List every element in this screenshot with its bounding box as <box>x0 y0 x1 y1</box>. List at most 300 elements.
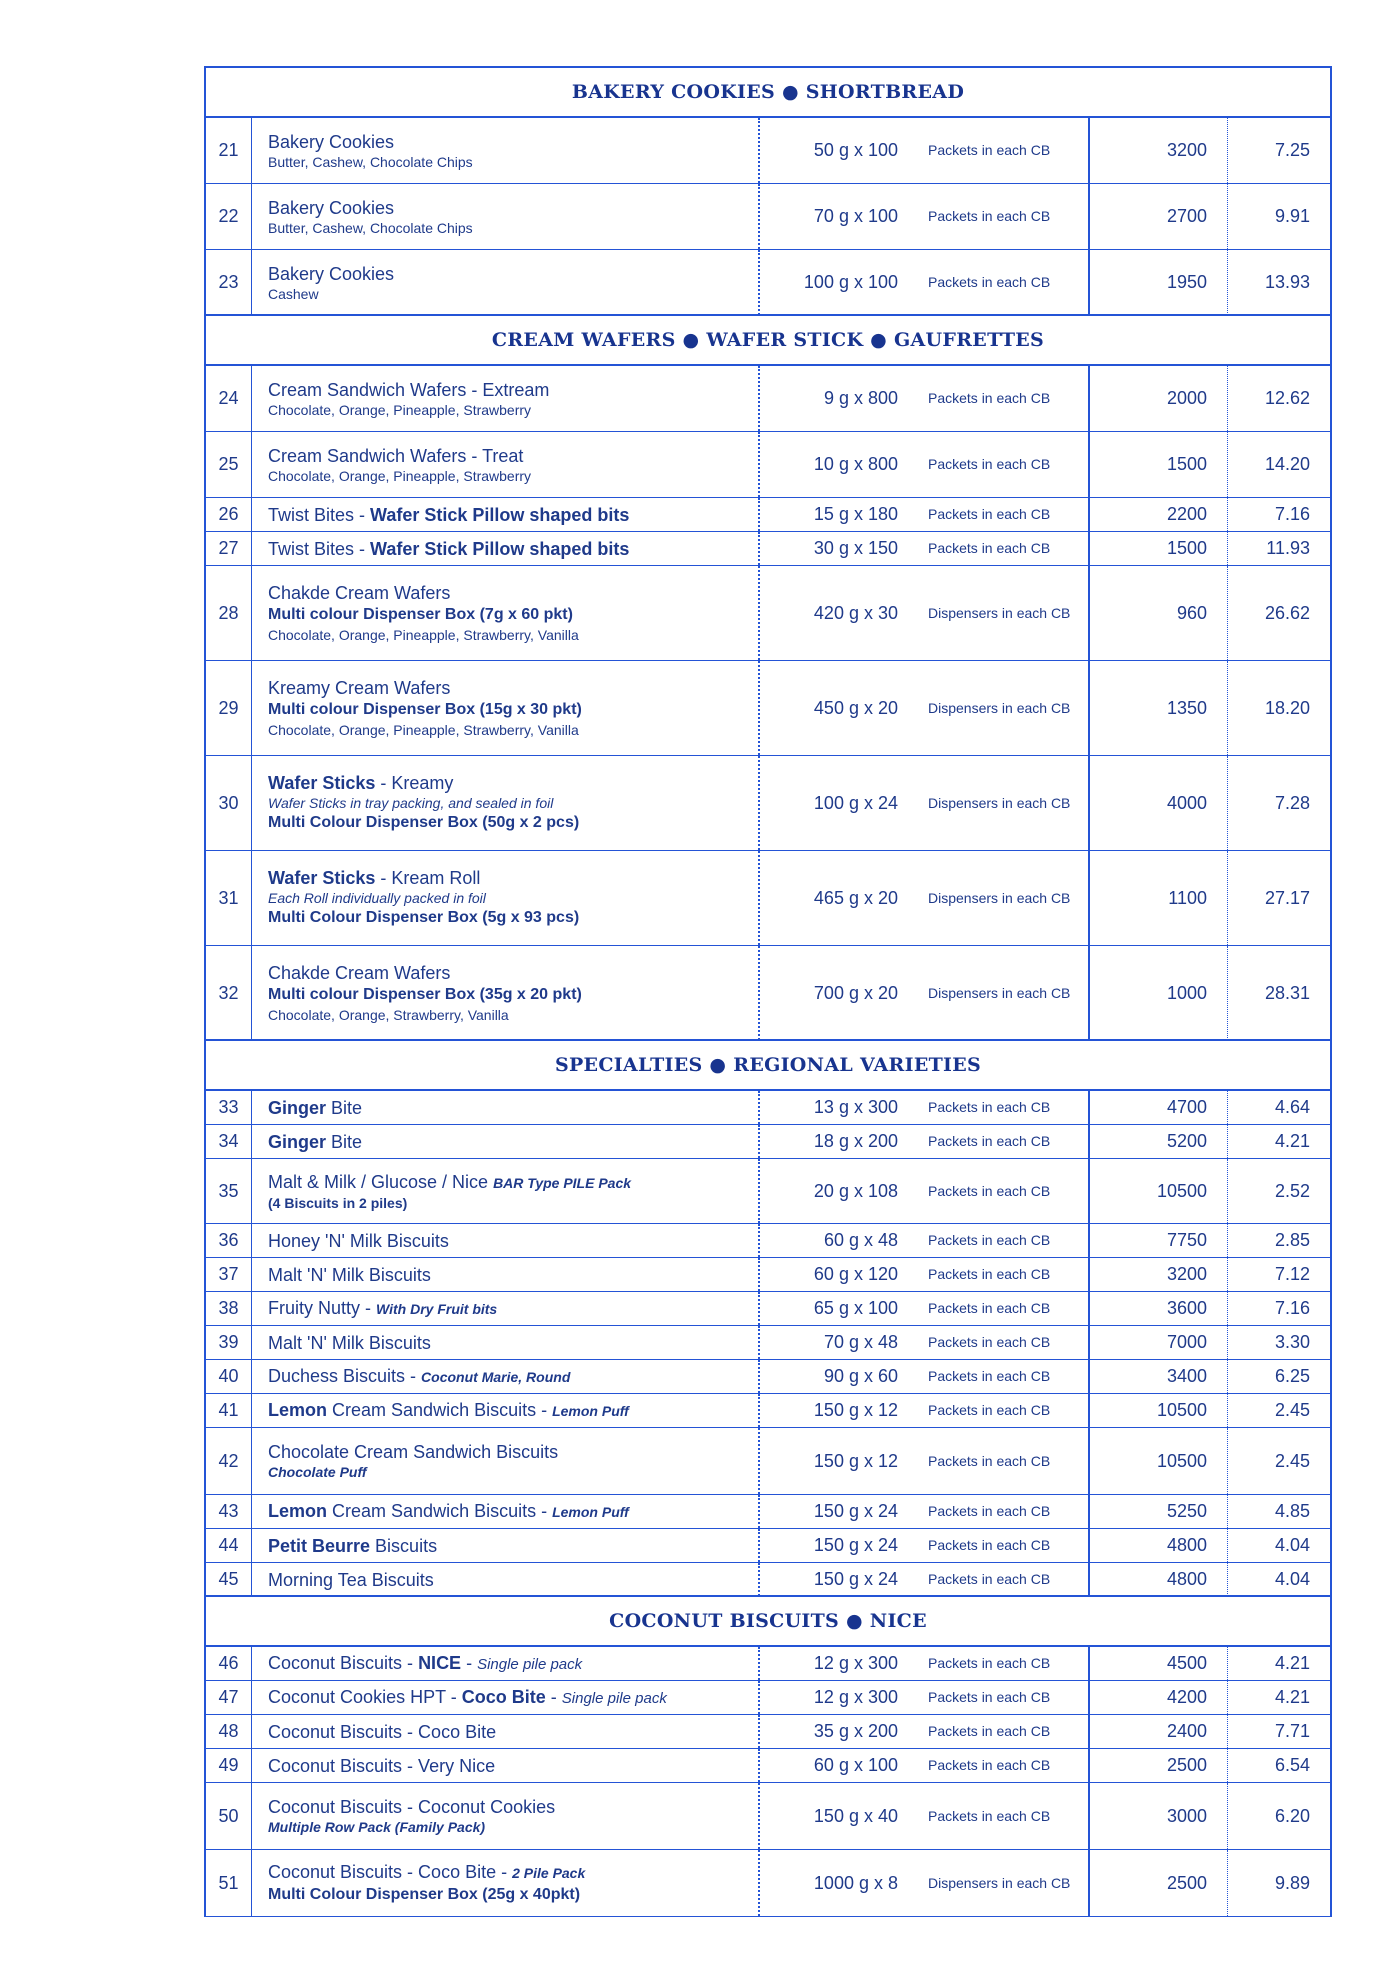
quantity: 10500 <box>1090 1159 1228 1223</box>
item-description <box>252 1360 760 1393</box>
item-description <box>252 1850 760 1916</box>
product-name-part: - <box>545 1686 562 1707</box>
pack-weight: 420 g x 30 <box>813 602 898 623</box>
pack-size <box>760 1224 1090 1257</box>
product-name <box>268 677 758 699</box>
product-name-part: Duchess Biscuits - <box>268 1366 422 1386</box>
pack-size <box>760 1091 1090 1124</box>
product-name-part: Twist Bites - <box>268 538 371 559</box>
pack-weight: 10 g x 800 <box>813 454 898 474</box>
pack-weight: 60 g x 48 <box>823 1230 898 1250</box>
price: 6.54 <box>1274 1755 1310 1775</box>
price: 7.16 <box>1274 1298 1310 1318</box>
table-row <box>206 1783 1330 1850</box>
product-name-part: - Kream Roll <box>375 868 481 888</box>
pack-unit: Packets in each CB <box>928 1099 1051 1115</box>
table-row <box>206 1360 1330 1394</box>
product-name <box>268 1365 758 1388</box>
pack-weight: 13 g x 300 <box>813 1097 898 1117</box>
product-name-part: Bakery Cookies <box>268 131 395 152</box>
pack-unit: Packets in each CB <box>928 456 1051 472</box>
product-name-part: Coconut Biscuits - Coco Bite - <box>268 1861 513 1882</box>
item-number: 29 <box>206 661 252 755</box>
item-description <box>252 532 760 565</box>
product-name-part: Lemon Puff <box>552 1403 629 1419</box>
item-description <box>252 1292 760 1325</box>
pack-unit: Dispensers in each CB <box>928 604 1071 621</box>
price-list-table <box>204 66 1332 1917</box>
product-name-part: Coconut Biscuits - <box>268 1652 419 1673</box>
pack-size <box>760 1715 1090 1748</box>
section-header: SPECIALTIES ● REGIONAL VARIETIES <box>206 1039 1330 1091</box>
pack-size <box>760 1529 1090 1562</box>
pack-size <box>760 1326 1090 1359</box>
price: 7.12 <box>1274 1264 1310 1284</box>
table-row <box>206 1850 1330 1917</box>
product-name <box>268 445 758 467</box>
item-description <box>252 1394 760 1427</box>
pack-weight: 100 g x 100 <box>803 272 898 292</box>
pack-weight: 18 g x 200 <box>813 1131 898 1151</box>
table-row <box>206 1681 1330 1715</box>
pack-size <box>760 1647 1090 1680</box>
pack-weight: 30 g x 150 <box>813 538 898 558</box>
quantity: 960 <box>1090 566 1228 660</box>
pack-unit: Packets in each CB <box>928 1133 1051 1149</box>
item-description <box>252 1495 760 1528</box>
product-name <box>268 1332 758 1354</box>
packing-note: Each Roll individually packed in foil <box>268 890 486 906</box>
product-name-part: 2 Pile Pack <box>512 1864 586 1881</box>
product-name-part: Coconut Marie, Round <box>421 1369 571 1385</box>
quantity: 4700 <box>1090 1091 1228 1124</box>
pack-unit: Dispensers in each CB <box>928 794 1071 811</box>
product-name <box>268 1500 758 1523</box>
price: 6.25 <box>1274 1366 1310 1386</box>
pack-weight: 12 g x 300 <box>813 1687 898 1707</box>
product-name <box>268 1686 758 1710</box>
item-description <box>252 756 760 850</box>
pack-size <box>760 250 1090 315</box>
flavours: Chocolate, Orange, Pineapple, Strawberry, Vanilla <box>268 627 579 643</box>
pack-unit: Packets in each CB <box>928 506 1051 522</box>
price: 9.91 <box>1274 206 1310 226</box>
flavours: Chocolate, Orange, Pineapple, Strawberry <box>268 401 532 418</box>
pack-weight: 100 g x 24 <box>813 792 898 813</box>
product-name <box>268 1441 758 1463</box>
table-row <box>206 1292 1330 1326</box>
pack-unit: Packets in each CB <box>928 1334 1051 1350</box>
item-description <box>252 1749 760 1782</box>
product-name-part: Fruity Nutty - <box>268 1298 377 1318</box>
pack-unit: Dispensers in each CB <box>928 984 1071 1001</box>
item-description <box>252 661 760 755</box>
product-name <box>268 379 758 401</box>
table-row <box>206 1749 1330 1783</box>
pack-unit: Packets in each CB <box>928 1232 1051 1248</box>
pack-unit: Packets in each CB <box>928 1402 1051 1418</box>
pack-weight: 700 g x 20 <box>813 982 898 1003</box>
table-row <box>206 1394 1330 1428</box>
quantity: 2400 <box>1090 1715 1228 1748</box>
pack-size <box>760 1394 1090 1427</box>
product-name-part: BAR Type PILE Pack <box>493 1174 632 1191</box>
product-name <box>268 582 758 604</box>
table-row <box>206 1224 1330 1258</box>
pack-weight: 90 g x 60 <box>823 1366 898 1386</box>
price: 26.62 <box>1264 602 1310 623</box>
product-name-part: Single pile pack <box>477 1655 583 1673</box>
product-name <box>268 1861 758 1884</box>
pack-unit: Packets in each CB <box>928 1655 1051 1671</box>
product-name <box>268 263 758 285</box>
item-number: 40 <box>206 1360 252 1393</box>
price: 14.20 <box>1264 454 1310 474</box>
table-row <box>206 1715 1330 1749</box>
pack-size <box>760 1681 1090 1714</box>
quantity: 4200 <box>1090 1681 1228 1714</box>
table-row <box>206 118 1330 184</box>
product-name-part: Bite <box>326 1097 363 1118</box>
quantity: 5250 <box>1090 1495 1228 1528</box>
table-row <box>206 1091 1330 1125</box>
quantity: 10500 <box>1090 1394 1228 1427</box>
flavours: Chocolate, Orange, Pineapple, Strawberry, Vanilla <box>268 722 579 738</box>
table-row <box>206 184 1330 250</box>
table-row <box>206 566 1330 661</box>
pack-weight: 65 g x 100 <box>813 1298 898 1318</box>
item-description <box>252 1326 760 1359</box>
dispenser-box-info: Multi Colour Dispenser Box (25g x 40pkt) <box>268 1885 581 1903</box>
product-name <box>268 197 758 219</box>
quantity: 2700 <box>1090 184 1228 249</box>
product-name-part: Biscuits <box>370 1535 438 1556</box>
product-name-part: Ginger <box>268 1131 327 1152</box>
price: 3.30 <box>1274 1332 1310 1352</box>
item-number: 44 <box>206 1529 252 1562</box>
table-row <box>206 756 1330 851</box>
product-name-part: Malt & Milk / Glucose / Nice <box>268 1171 494 1192</box>
table-row <box>206 1563 1330 1597</box>
product-name-part: Lemon Puff <box>552 1504 629 1520</box>
pack-weight: 150 g x 40 <box>813 1805 898 1826</box>
quantity: 1100 <box>1090 851 1228 945</box>
pack-unit: Packets in each CB <box>928 1266 1051 1282</box>
product-name-part: Petit Beurre <box>268 1535 371 1556</box>
pack-detail: (4 Biscuits in 2 piles) <box>268 1194 408 1211</box>
pack-unit: Dispensers in each CB <box>928 699 1071 716</box>
pack-unit: Packets in each CB <box>928 390 1051 406</box>
price: 7.16 <box>1274 504 1310 524</box>
product-name <box>268 131 758 153</box>
pack-size <box>760 432 1090 497</box>
pack-size <box>760 1125 1090 1158</box>
quantity: 2500 <box>1090 1749 1228 1782</box>
item-number: 48 <box>206 1715 252 1748</box>
product-name-part: Wafer Sticks <box>268 868 376 888</box>
pack-weight: 465 g x 20 <box>813 887 898 908</box>
item-description <box>252 1715 760 1748</box>
price: 6.20 <box>1274 1805 1310 1826</box>
item-number: 38 <box>206 1292 252 1325</box>
pack-size <box>760 118 1090 183</box>
product-name-part: Bite <box>326 1131 363 1152</box>
price: 28.31 <box>1264 982 1310 1003</box>
price: 4.64 <box>1274 1097 1310 1117</box>
item-number: 34 <box>206 1125 252 1158</box>
item-number: 36 <box>206 1224 252 1257</box>
product-name <box>268 1230 758 1252</box>
quantity: 1500 <box>1090 432 1228 497</box>
pack-unit: Packets in each CB <box>928 1452 1051 1469</box>
quantity: 2000 <box>1090 366 1228 431</box>
table-row <box>206 946 1330 1041</box>
item-description <box>252 1783 760 1849</box>
pack-weight: 35 g x 200 <box>813 1721 898 1741</box>
product-name <box>268 1721 758 1743</box>
flavours: Butter, Cashew, Chocolate Chips <box>268 153 473 170</box>
product-name-part: Coco Bite <box>461 1686 546 1707</box>
pack-weight: 150 g x 12 <box>813 1400 898 1420</box>
table-row <box>206 1258 1330 1292</box>
item-number: 28 <box>206 566 252 660</box>
item-description <box>252 1529 760 1562</box>
flavours: Chocolate, Orange, Strawberry, Vanilla <box>268 1007 509 1023</box>
product-name-part: Chakde Cream Wafers <box>268 583 451 603</box>
dispenser-box-info: Multi colour Dispenser Box (7g x 60 pkt) <box>268 606 573 623</box>
item-number: 45 <box>206 1563 252 1596</box>
pack-unit: Packets in each CB <box>928 1537 1051 1553</box>
variant-name: Chocolate Puff <box>268 1464 367 1480</box>
item-description <box>252 366 760 431</box>
price: 2.85 <box>1274 1230 1310 1250</box>
pack-size <box>760 1292 1090 1325</box>
pack-unit: Packets in each CB <box>928 1757 1051 1773</box>
product-name <box>268 1755 758 1777</box>
item-number: 50 <box>206 1783 252 1849</box>
product-name-part: Lemon <box>268 1400 328 1420</box>
quantity: 3400 <box>1090 1360 1228 1393</box>
item-description <box>252 432 760 497</box>
product-name-part: Wafer Stick Pillow shaped bits <box>370 538 630 559</box>
pack-unit: Packets in each CB <box>928 1807 1051 1824</box>
table-row <box>206 661 1330 756</box>
product-name-part: Wafer Stick Pillow shaped bits <box>370 504 630 525</box>
product-name-part: Coconut Biscuits - Coco Bite <box>268 1721 497 1742</box>
quantity: 3200 <box>1090 118 1228 183</box>
quantity: 3600 <box>1090 1292 1228 1325</box>
pack-weight: 150 g x 24 <box>813 1535 898 1555</box>
product-name-part: Coconut Cookies HPT - <box>268 1686 462 1707</box>
pack-weight: 70 g x 100 <box>813 206 898 226</box>
item-number: 42 <box>206 1428 252 1494</box>
pack-weight: 20 g x 108 <box>813 1180 898 1201</box>
flavours: Chocolate, Orange, Pineapple, Strawberry <box>268 467 532 484</box>
pack-unit: Packets in each CB <box>928 274 1051 290</box>
pack-size <box>760 851 1090 945</box>
product-name-part: Cream Sandwich Wafers - Extream <box>268 379 550 400</box>
product-name-part: Cream Sandwich Biscuits - <box>327 1400 553 1420</box>
item-number: 37 <box>206 1258 252 1291</box>
product-name <box>268 1796 758 1818</box>
table-row <box>206 1529 1330 1563</box>
price: 9.89 <box>1274 1872 1310 1893</box>
product-name-part: Cream Sandwich Biscuits - <box>327 1501 553 1521</box>
price: 13.93 <box>1264 272 1310 292</box>
pack-size <box>760 366 1090 431</box>
product-name-part: Malt 'N' Milk Biscuits <box>268 1264 431 1285</box>
item-description <box>252 851 760 945</box>
product-name <box>268 1097 758 1119</box>
product-name <box>268 1652 758 1676</box>
price: 2.45 <box>1274 1450 1310 1471</box>
pack-size <box>760 532 1090 565</box>
table-row <box>206 432 1330 498</box>
price: 4.21 <box>1274 1687 1310 1707</box>
pack-size <box>760 1850 1090 1916</box>
section-header: CREAM WAFERS ● WAFER STICK ● GAUFRETTES <box>206 314 1330 366</box>
quantity: 1000 <box>1090 946 1228 1040</box>
product-name <box>268 1264 758 1286</box>
item-description <box>252 1125 760 1158</box>
quantity: 1950 <box>1090 250 1228 315</box>
pack-weight: 150 g x 24 <box>813 1501 898 1521</box>
quantity: 4800 <box>1090 1529 1228 1562</box>
pack-weight: 15 g x 180 <box>813 504 898 524</box>
quantity: 2500 <box>1090 1850 1228 1916</box>
item-number: 35 <box>206 1159 252 1223</box>
item-description <box>252 1428 760 1494</box>
price: 7.28 <box>1274 792 1310 813</box>
table-row <box>206 366 1330 432</box>
product-name-part: Lemon <box>268 1501 328 1521</box>
item-number: 33 <box>206 1091 252 1124</box>
product-name-part: Wafer Sticks <box>268 773 376 793</box>
product-name-part: Bakery Cookies <box>268 263 395 284</box>
pack-unit: Dispensers in each CB <box>928 889 1071 906</box>
quantity: 4000 <box>1090 756 1228 850</box>
product-name <box>268 772 758 794</box>
item-number: 32 <box>206 946 252 1040</box>
product-name-part: With Dry Fruit bits <box>376 1301 498 1317</box>
item-description <box>252 1647 760 1680</box>
item-number: 22 <box>206 184 252 249</box>
price: 27.17 <box>1264 887 1310 908</box>
item-description <box>252 1258 760 1291</box>
pack-size <box>760 566 1090 660</box>
flavours: Cashew <box>268 285 319 302</box>
pack-unit: Packets in each CB <box>928 1182 1051 1199</box>
product-name-part: NICE <box>418 1652 462 1673</box>
quantity: 2200 <box>1090 498 1228 531</box>
item-number: 31 <box>206 851 252 945</box>
pack-weight: 60 g x 100 <box>813 1755 898 1775</box>
quantity: 3200 <box>1090 1258 1228 1291</box>
quantity: 4500 <box>1090 1647 1228 1680</box>
price: 12.62 <box>1264 388 1310 408</box>
pack-unit: Packets in each CB <box>928 1503 1051 1519</box>
item-number: 27 <box>206 532 252 565</box>
pack-unit: Packets in each CB <box>928 1368 1051 1384</box>
item-number: 30 <box>206 756 252 850</box>
pack-size <box>760 946 1090 1040</box>
table-row <box>206 1125 1330 1159</box>
product-name-part: - Kreamy <box>375 773 454 793</box>
item-description <box>252 1681 760 1714</box>
item-number: 25 <box>206 432 252 497</box>
pack-weight: 1000 g x 8 <box>813 1872 898 1893</box>
product-name <box>268 962 758 984</box>
pack-weight: 9 g x 800 <box>823 388 898 408</box>
quantity: 1350 <box>1090 661 1228 755</box>
product-name-part: Chakde Cream Wafers <box>268 963 451 983</box>
pack-size <box>760 756 1090 850</box>
table-row <box>206 250 1330 316</box>
section-header: COCONUT BISCUITS ● NICE <box>206 1595 1330 1647</box>
table-row <box>206 851 1330 946</box>
price: 4.85 <box>1274 1501 1310 1521</box>
pack-unit: Packets in each CB <box>928 1723 1051 1739</box>
quantity: 4800 <box>1090 1563 1228 1596</box>
item-description <box>252 1091 760 1124</box>
price: 4.21 <box>1274 1653 1310 1673</box>
product-name-part: Chocolate Cream Sandwich Biscuits <box>268 1442 559 1462</box>
price: 2.45 <box>1274 1400 1310 1420</box>
pack-size <box>760 1428 1090 1494</box>
item-number: 41 <box>206 1394 252 1427</box>
product-name <box>268 1399 758 1422</box>
product-name <box>268 1535 758 1557</box>
product-name-part: Honey 'N' Milk Biscuits <box>268 1230 449 1251</box>
pack-size <box>760 1749 1090 1782</box>
variant-name: Multiple Row Pack (Family Pack) <box>268 1819 486 1835</box>
item-number: 43 <box>206 1495 252 1528</box>
item-number: 46 <box>206 1647 252 1680</box>
price: 11.93 <box>1266 538 1310 558</box>
product-name-part: - <box>461 1652 478 1673</box>
section-header: BAKERY COOKIES ● SHORTBREAD <box>206 68 1330 118</box>
pack-weight: 150 g x 24 <box>813 1569 898 1589</box>
pack-size <box>760 1159 1090 1223</box>
table-row <box>206 532 1330 566</box>
item-number: 47 <box>206 1681 252 1714</box>
quantity: 7750 <box>1090 1224 1228 1257</box>
pack-size <box>760 498 1090 531</box>
product-name-part: Bakery Cookies <box>268 197 395 218</box>
product-name-part: Coconut Biscuits - Coconut Cookies <box>268 1797 556 1817</box>
product-name <box>268 504 758 526</box>
pack-weight: 12 g x 300 <box>813 1653 898 1673</box>
product-name-part: Single pile pack <box>561 1689 667 1707</box>
pack-unit: Packets in each CB <box>928 142 1051 158</box>
item-number: 21 <box>206 118 252 183</box>
price: 4.21 <box>1274 1131 1310 1151</box>
dispenser-box-info: Multi colour Dispenser Box (35g x 20 pkt) <box>268 986 582 1003</box>
pack-unit: Packets in each CB <box>928 540 1051 556</box>
item-description <box>252 184 760 249</box>
product-name <box>268 1569 758 1591</box>
product-name-part: Coconut Biscuits - Very Nice <box>268 1755 496 1776</box>
pack-size <box>760 1495 1090 1528</box>
price: 7.25 <box>1274 140 1310 160</box>
pack-size <box>760 661 1090 755</box>
item-description <box>252 498 760 531</box>
product-name <box>268 867 758 889</box>
item-description <box>252 946 760 1040</box>
dispenser-box-info: Multi Colour Dispenser Box (50g x 2 pcs) <box>268 814 580 831</box>
flavours: Butter, Cashew, Chocolate Chips <box>268 219 473 236</box>
product-name-part: Ginger <box>268 1097 327 1118</box>
